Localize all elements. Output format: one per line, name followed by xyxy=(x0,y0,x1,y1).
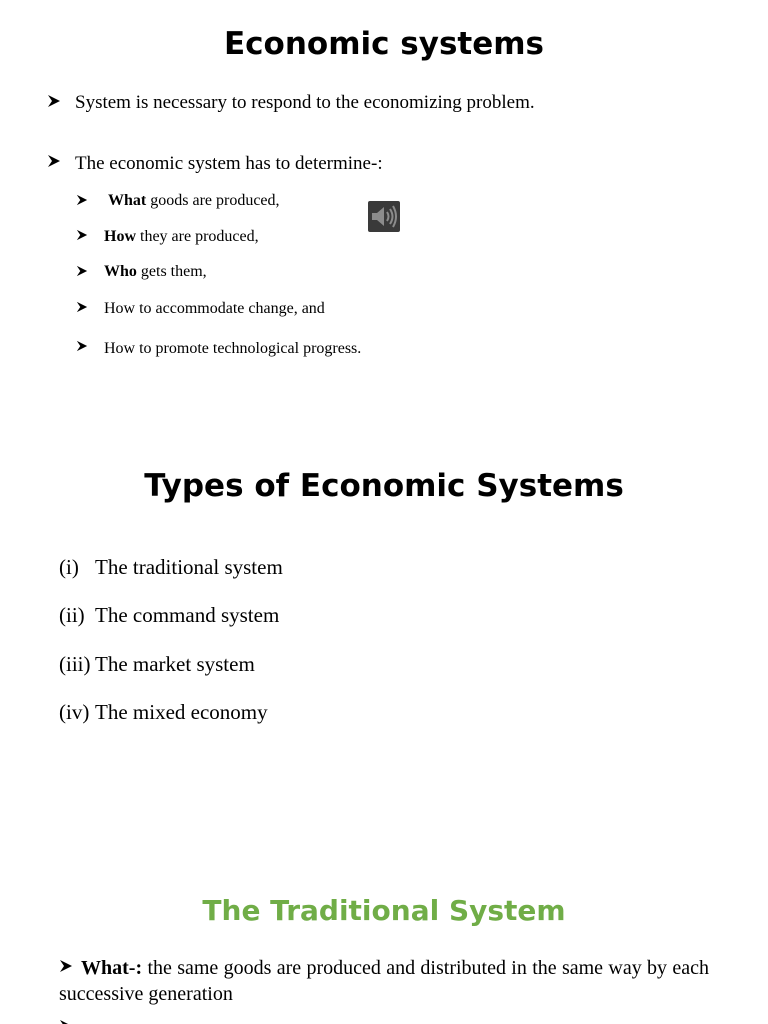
paragraph-text: the same goods are produced and distributed in the same way by each successive generation xyxy=(59,957,709,1005)
section-title: The Traditional System xyxy=(202,894,566,927)
list-item xyxy=(59,555,283,580)
sub-bullet-text: gets them, xyxy=(136,263,207,280)
sub-bullet xyxy=(104,228,259,246)
arrow-bullet-icon xyxy=(59,954,73,980)
sub-bullet xyxy=(104,300,325,318)
list-item-number: (iv) xyxy=(59,700,90,724)
sub-bullet-text: goods are produced, xyxy=(146,192,280,209)
sub-bullet-text: How to promote technological progress. xyxy=(104,340,362,357)
sub-bullet-bold: How xyxy=(104,228,136,245)
list-item xyxy=(59,652,255,677)
sub-bullet-text: they are produced, xyxy=(136,228,259,245)
list-item-label: The command system xyxy=(95,603,280,627)
section-title: Types of Economic Systems xyxy=(144,468,624,504)
sub-bullet xyxy=(104,263,207,281)
sub-bullet xyxy=(108,192,280,210)
paragraph xyxy=(59,954,709,1007)
list-item-label: The traditional system xyxy=(95,555,283,579)
list-item-label: The market system xyxy=(95,652,255,676)
sub-bullet xyxy=(104,340,361,358)
page-title: Economic systems xyxy=(223,26,545,62)
bullet-text: The economic system has to determine-: xyxy=(75,153,383,174)
sub-bullet-text: How to accommodate change, and xyxy=(104,300,325,317)
list-item xyxy=(59,700,268,725)
sub-bullet-bold: Who xyxy=(104,263,137,280)
paragraph-label: What-: xyxy=(81,957,143,979)
list-item-number: (iii) xyxy=(59,652,91,676)
list-item-number: (i) xyxy=(59,555,79,579)
list-item-number: (ii) xyxy=(59,603,85,627)
list-item xyxy=(59,603,279,628)
speaker-icon[interactable] xyxy=(368,201,400,232)
bullet-text: System is necessary to respond to the economizing problem. xyxy=(75,92,535,113)
sub-bullet-bold: What xyxy=(108,192,147,209)
list-item-label: The mixed economy xyxy=(95,700,268,724)
